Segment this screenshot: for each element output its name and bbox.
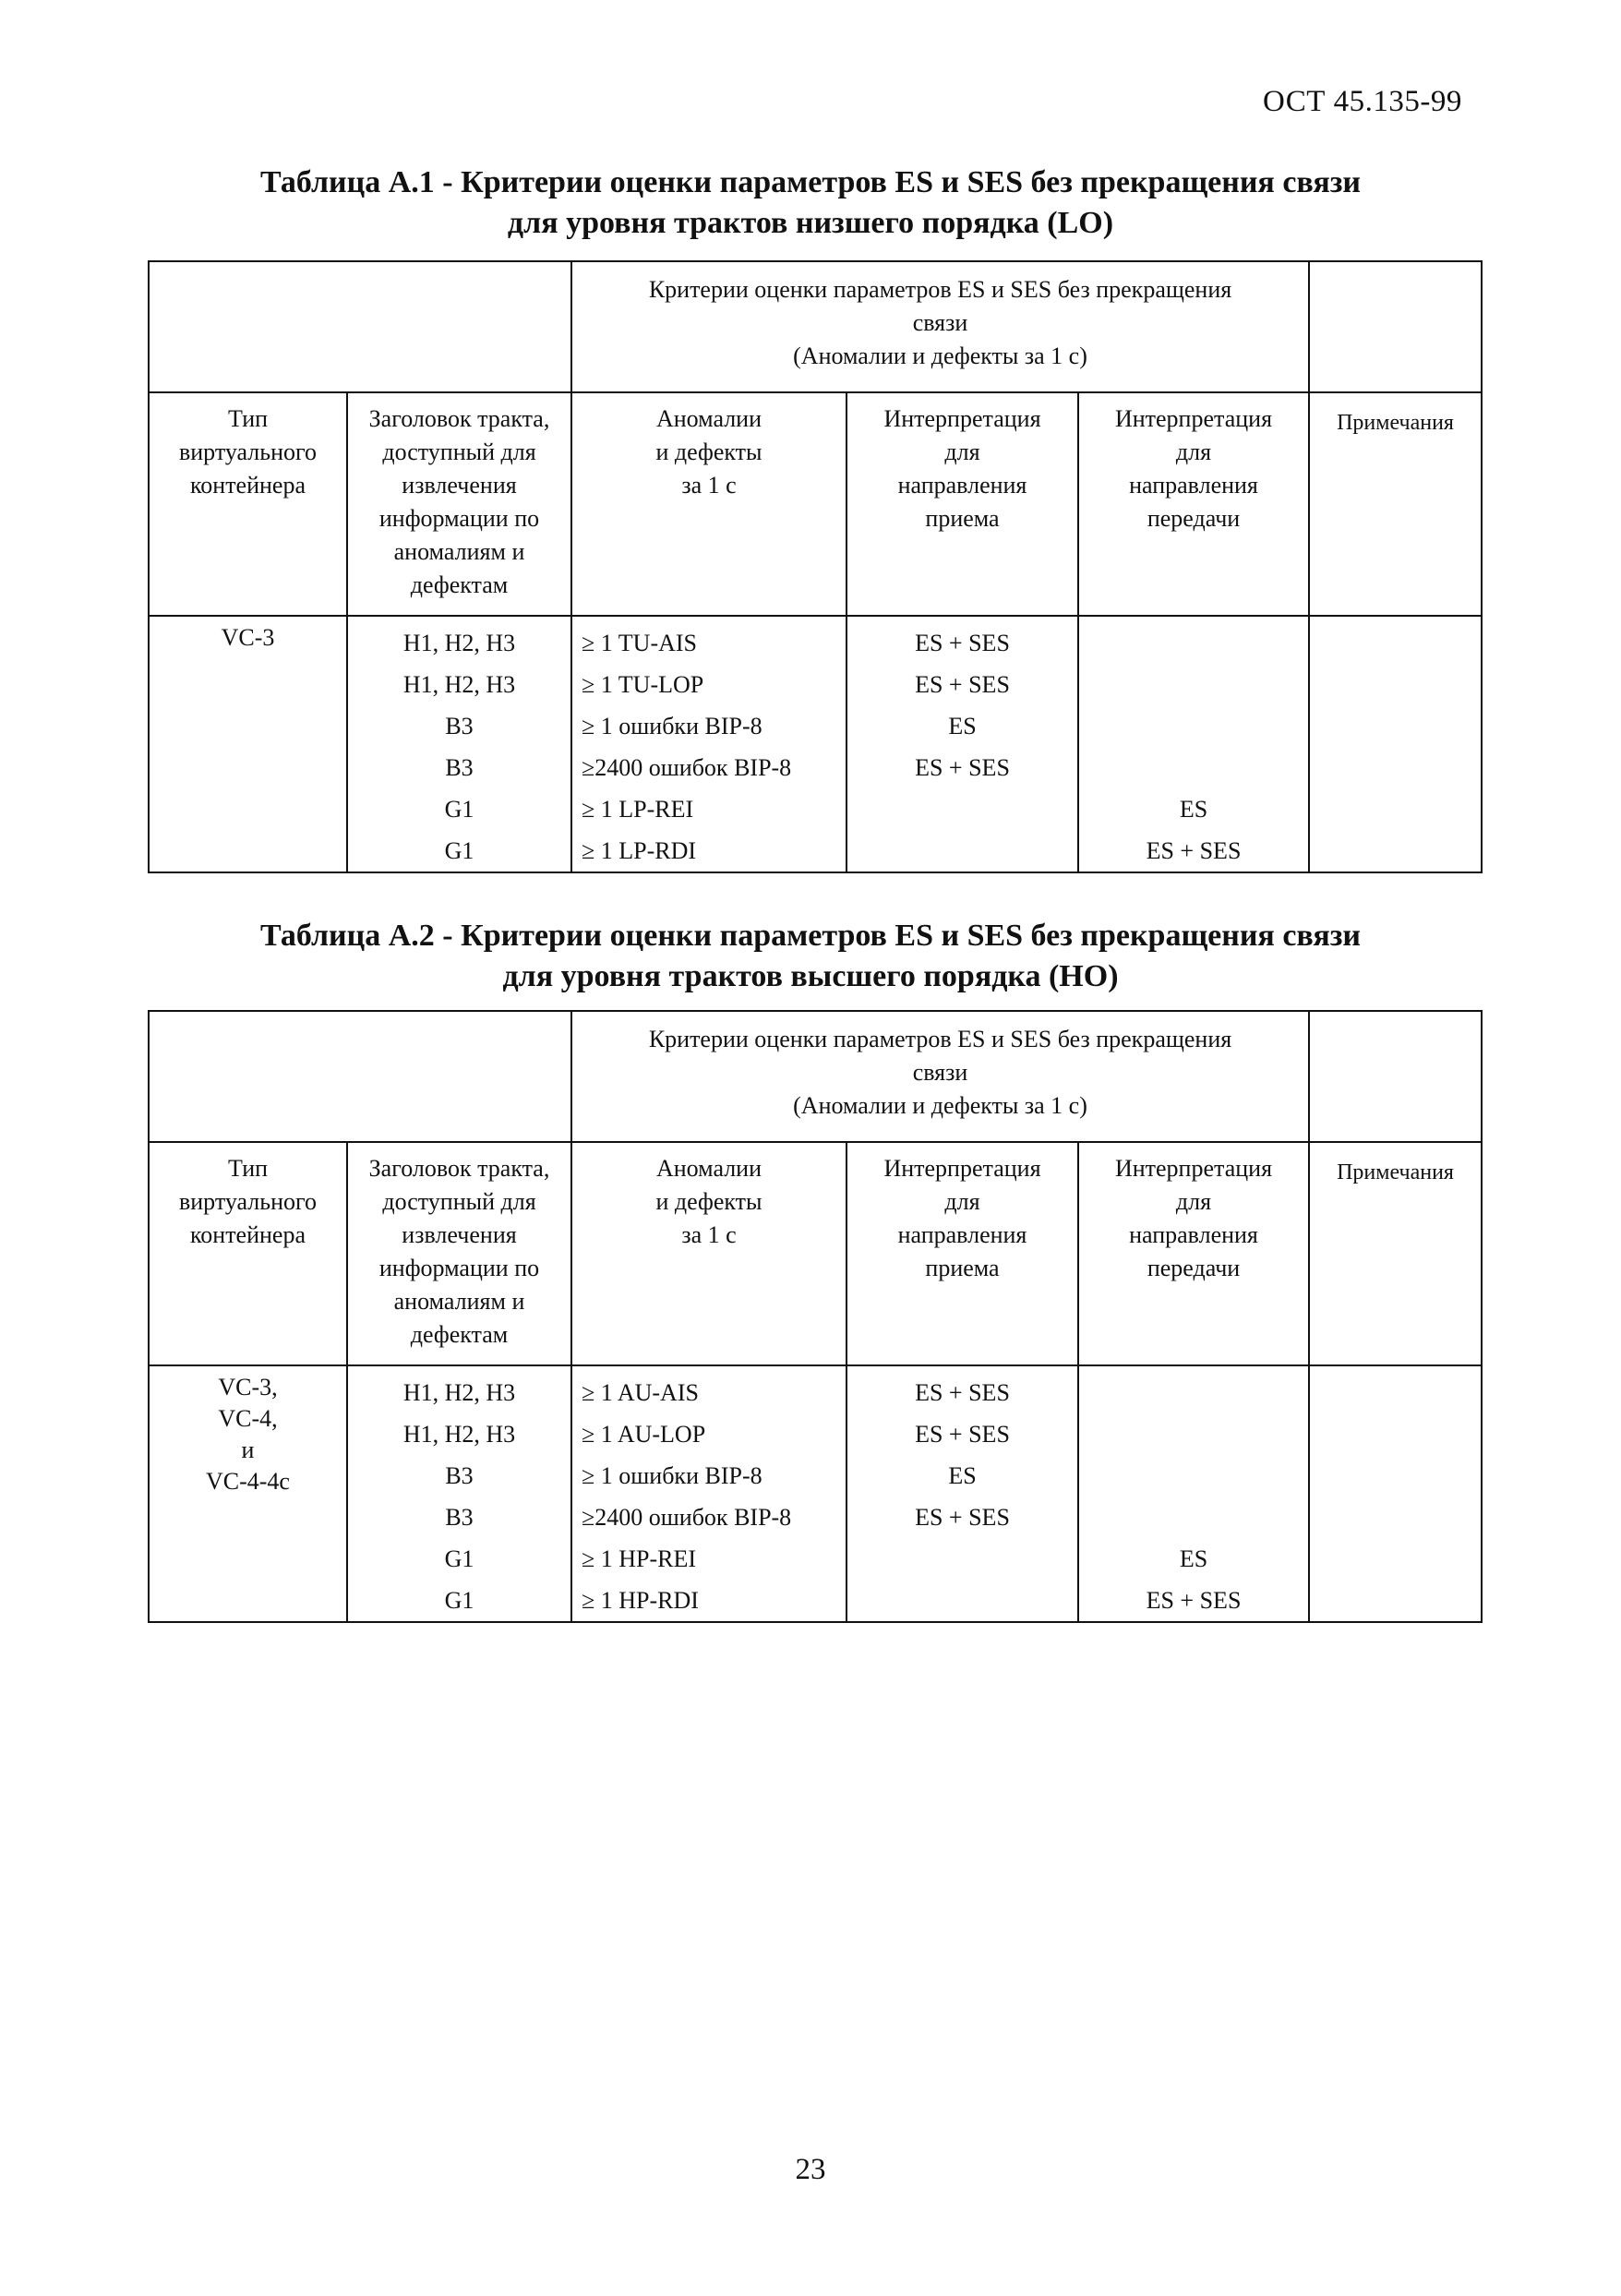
- cell-line: ES + SES: [915, 630, 1010, 656]
- cell-container-type: [149, 616, 347, 872]
- cell-interp-tx: [1078, 1365, 1309, 1622]
- cell-line: ≥ 1 AU-LOP: [582, 1421, 706, 1448]
- cell-line: ES: [948, 713, 977, 739]
- cell-line: [1079, 1413, 1308, 1455]
- header-line: Тип: [227, 405, 269, 432]
- cell-line: H1, H2, H3: [402, 630, 516, 656]
- empty-notes-header-cell: [1309, 1011, 1482, 1142]
- cell-line: ≥ 1 LP-REI: [582, 796, 694, 823]
- criteria-span-header: [571, 261, 1309, 392]
- cell-line: [1079, 664, 1308, 705]
- cell-notes: [1309, 616, 1482, 872]
- cell-line: ≥ 1 LP-RDI: [582, 837, 697, 864]
- cell-line: [847, 830, 1077, 872]
- caption-line: Таблица А.1 - Критерии оценки параметров ES и SES без прекращения связи: [260, 165, 1361, 199]
- cell-line: VC-4-4c: [206, 1468, 290, 1495]
- cell-line: [847, 1580, 1077, 1621]
- header-line: (Аномалии и дефекты за 1 с): [793, 343, 1087, 369]
- header-line: Заголовок тракта,: [368, 1155, 550, 1182]
- cell-line: H1, H2, H3: [402, 1421, 516, 1448]
- table-header-row: [149, 261, 1482, 392]
- header-line: Интерпретация: [1114, 1155, 1273, 1182]
- caption-line: для уровня трактов высшего порядка (HO): [502, 959, 1119, 993]
- cell-line: G1: [444, 1587, 474, 1614]
- col-header-notes: Примечания: [1309, 392, 1482, 616]
- caption-line: для уровня трактов низшего порядка (LO): [507, 206, 1114, 240]
- col-header-notes: Примечания: [1309, 1142, 1482, 1365]
- empty-corner-cell: [149, 1011, 571, 1142]
- header-line: Интерпретация: [883, 405, 1041, 432]
- header-line: направления: [1129, 472, 1258, 499]
- cell-line: H1, H2, H3: [402, 671, 516, 698]
- cell-line: VC-3: [221, 624, 275, 651]
- cell-line: [1079, 1372, 1308, 1413]
- cell-line: ≥2400 ошибок BIP-8: [582, 1504, 792, 1531]
- header-line: виртуального: [178, 1188, 318, 1215]
- header-line: извлечения: [402, 472, 517, 499]
- header-line: передачи: [1147, 1255, 1241, 1281]
- table-subheader-row: [149, 1142, 1482, 1365]
- cell-interp-rx: [847, 616, 1078, 872]
- cell-container-type: [149, 1365, 347, 1622]
- cell-line: G1: [444, 837, 474, 864]
- header-line: связи: [912, 309, 968, 336]
- header-line: Аномалии: [655, 405, 762, 432]
- header-line: доступный для: [382, 1188, 536, 1215]
- col-header-path-header: [347, 1142, 571, 1365]
- table-row: [149, 616, 1482, 872]
- cell-line: ES + SES: [1146, 837, 1242, 864]
- cell-line: ≥ 1 HP-RDI: [582, 1587, 699, 1614]
- cell-line: ES + SES: [915, 754, 1010, 781]
- col-header-path-header: [347, 392, 571, 616]
- header-line: направления: [897, 472, 1027, 499]
- header-line: извлечения: [402, 1221, 517, 1248]
- header-line: приема: [925, 505, 1000, 532]
- cell-line: ≥ 1 ошибки BIP-8: [582, 1462, 762, 1489]
- page-number: 23: [795, 2153, 826, 2186]
- cell-interp-rx: [847, 1365, 1078, 1622]
- header-line: и дефекты: [655, 439, 762, 465]
- header-line: Аномалии: [655, 1155, 762, 1182]
- header-line: информации по: [378, 1255, 540, 1281]
- header-line: дефектам: [410, 1321, 509, 1348]
- cell-line: ES: [1179, 796, 1208, 823]
- header-line: передачи: [1147, 505, 1241, 532]
- cell-line: [1079, 1497, 1308, 1538]
- cell-line: [1079, 1455, 1308, 1497]
- header-line: Заголовок тракта,: [368, 405, 550, 432]
- empty-corner-cell: [149, 261, 571, 392]
- cell-line: B3: [445, 1462, 474, 1489]
- table-subheader-row: [149, 392, 1482, 616]
- table-a2: [148, 1010, 1483, 1623]
- cell-line: [1079, 747, 1308, 788]
- document-code: ОСТ 45.135-99: [1263, 85, 1462, 118]
- header-line: и дефекты: [655, 1188, 762, 1215]
- header-line: (Аномалии и дефекты за 1 с): [793, 1092, 1087, 1119]
- header-line: Тип: [227, 1155, 269, 1182]
- header-line: для: [1175, 1188, 1212, 1215]
- header-line: приема: [925, 1255, 1000, 1281]
- table1-caption: [0, 162, 1621, 244]
- empty-notes-header-cell: [1309, 261, 1482, 392]
- caption-line: Таблица А.2 - Критерии оценки параметров ES и SES без прекращения связи: [260, 919, 1361, 953]
- header-line: Критерии оценки параметров ES и SES без прекращения: [648, 276, 1232, 303]
- cell-line: ES: [1179, 1545, 1208, 1572]
- table2-caption: [0, 916, 1621, 997]
- col-header-type: [149, 392, 347, 616]
- col-header-interp-tx: [1078, 392, 1309, 616]
- cell-line: ES + SES: [915, 1379, 1010, 1406]
- cell-line: G1: [444, 796, 474, 823]
- col-header-interp-rx: [847, 392, 1078, 616]
- cell-line: ≥2400 ошибок BIP-8: [582, 754, 792, 781]
- cell-anomalies: [571, 1365, 847, 1622]
- cell-line: ≥ 1 AU-AIS: [582, 1379, 699, 1406]
- header-line: Интерпретация: [1114, 405, 1273, 432]
- header-line: контейнера: [189, 472, 306, 499]
- cell-line: ≥ 1 TU-LOP: [582, 671, 704, 698]
- cell-line: G1: [444, 1545, 474, 1572]
- cell-line: [1079, 622, 1308, 664]
- header-line: аномалиям и: [393, 538, 525, 565]
- col-header-type: [149, 1142, 347, 1365]
- header-line: направления: [897, 1221, 1027, 1248]
- cell-line: ES: [948, 1462, 977, 1489]
- header-line: направления: [1129, 1221, 1258, 1248]
- header-line: аномалиям и: [393, 1288, 525, 1315]
- header-line: Интерпретация: [883, 1155, 1041, 1182]
- header-line: для: [944, 439, 980, 465]
- cell-line: [1079, 705, 1308, 747]
- header-line: за 1 с: [681, 1221, 737, 1248]
- header-line: доступный для: [382, 439, 536, 465]
- header-line: контейнера: [189, 1221, 306, 1248]
- cell-line: и: [241, 1437, 255, 1463]
- cell-anomalies: [571, 616, 847, 872]
- cell-line: H1, H2, H3: [402, 1379, 516, 1406]
- cell-line: ES + SES: [915, 1504, 1010, 1531]
- cell-line: ES + SES: [915, 671, 1010, 698]
- cell-line: ≥ 1 ошибки BIP-8: [582, 713, 762, 739]
- cell-line: [847, 1538, 1077, 1580]
- cell-line: VC-3,: [218, 1374, 278, 1400]
- table-row: [149, 1365, 1482, 1622]
- col-header-interp-tx: [1078, 1142, 1309, 1365]
- cell-line: ES + SES: [1146, 1587, 1242, 1614]
- header-line: дефектам: [410, 571, 509, 598]
- cell-interp-tx: [1078, 616, 1309, 872]
- cell-line: VC-4,: [218, 1405, 278, 1432]
- header-line: Критерии оценки параметров ES и SES без прекращения: [648, 1026, 1232, 1052]
- cell-notes: [1309, 1365, 1482, 1622]
- header-line: виртуального: [178, 439, 318, 465]
- cell-path-headers: [347, 616, 571, 872]
- header-line: связи: [912, 1059, 968, 1086]
- col-header-anomalies: [571, 392, 847, 616]
- criteria-span-header: [571, 1011, 1309, 1142]
- header-line: за 1 с: [681, 472, 737, 499]
- header-line: для: [944, 1188, 980, 1215]
- header-line: информации по: [378, 505, 540, 532]
- table-a1: [148, 260, 1483, 873]
- col-header-interp-rx: [847, 1142, 1078, 1365]
- cell-line: ≥ 1 HP-REI: [582, 1545, 697, 1572]
- col-header-anomalies: [571, 1142, 847, 1365]
- header-line: для: [1175, 439, 1212, 465]
- table-header-row: [149, 1011, 1482, 1142]
- cell-line: ≥ 1 TU-AIS: [582, 630, 698, 656]
- cell-line: B3: [445, 754, 474, 781]
- cell-line: [847, 788, 1077, 830]
- cell-line: ES + SES: [915, 1421, 1010, 1448]
- cell-line: B3: [445, 1504, 474, 1531]
- cell-line: B3: [445, 713, 474, 739]
- cell-path-headers: [347, 1365, 571, 1622]
